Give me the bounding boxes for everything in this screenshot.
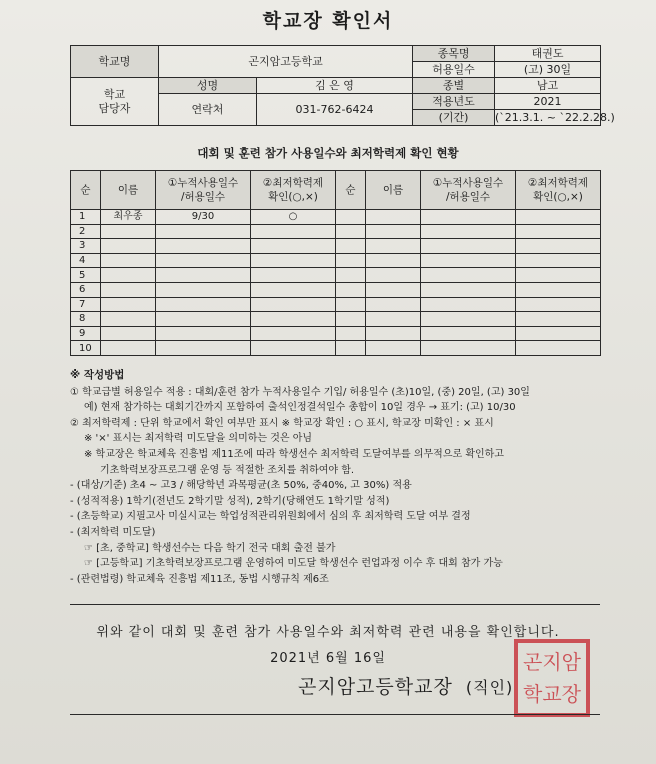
table-row (71, 239, 601, 254)
table-row (71, 253, 601, 268)
row-days (156, 282, 251, 297)
header-no: 순 (71, 171, 101, 210)
table-row (71, 282, 601, 297)
header-days-right (421, 171, 516, 210)
table-row (71, 312, 601, 327)
empty-cell (516, 224, 601, 239)
status-table-header-row (71, 171, 601, 210)
header-check-right (516, 171, 601, 210)
row-name: 최우종 (101, 210, 156, 225)
empty-cell (336, 268, 366, 283)
info-table (70, 45, 615, 126)
header-check-line1: ②최저학력제 (262, 177, 324, 189)
row-name (101, 268, 156, 283)
empty-cell (516, 297, 601, 312)
row-name (101, 297, 156, 312)
instruction-line: 기초학력보장프로그램 운영 등 적절한 조치를 취하여야 함. (100, 464, 355, 476)
empty-cell (516, 210, 601, 225)
empty-cell (516, 239, 601, 254)
empty-cell (336, 253, 366, 268)
row-check (251, 326, 336, 341)
empty-cell (366, 326, 421, 341)
row-name (101, 312, 156, 327)
staff-label (71, 78, 159, 126)
year-label: 적용년도 (413, 94, 495, 110)
table-row (71, 210, 601, 225)
empty-cell (336, 297, 366, 312)
empty-cell (516, 282, 601, 297)
row-name (101, 224, 156, 239)
staff-label-line1: 학교 (103, 87, 126, 101)
gender-label: 종별 (413, 78, 495, 94)
row-name (101, 239, 156, 254)
row-no: 1 (71, 210, 101, 225)
row-no: 7 (71, 297, 101, 312)
empty-cell (366, 297, 421, 312)
row-name (101, 253, 156, 268)
row-days (156, 268, 251, 283)
signer-name: 곤지암고등학교장 (298, 676, 453, 698)
table-row (71, 224, 601, 239)
header-name-right: 이름 (366, 171, 421, 210)
table-row (71, 297, 601, 312)
row-days (156, 326, 251, 341)
school-name: 곤지암고등학교 (159, 46, 413, 78)
instruction-line: - (최저학력 미도달) (70, 526, 156, 538)
empty-cell (421, 253, 516, 268)
row-check: ○ (251, 210, 336, 225)
empty-cell (366, 239, 421, 254)
period-label: (기간) (413, 110, 495, 126)
row-name (101, 326, 156, 341)
header-days-right-line1: ①누적사용일수 (432, 177, 504, 189)
empty-cell (366, 253, 421, 268)
header-check-right-line2: 확인(○,×) (533, 191, 583, 203)
empty-cell (366, 312, 421, 327)
row-check (251, 224, 336, 239)
row-no: 4 (71, 253, 101, 268)
header-check (251, 171, 336, 210)
empty-cell (336, 282, 366, 297)
instruction-line: ☞ [고등학교] 기초학력보장프로그램 운영하여 미도달 학생선수 런업과정 이수 후 대회 참가 가능 (84, 558, 503, 570)
empty-cell (516, 312, 601, 327)
section-divider (70, 604, 600, 605)
empty-cell (366, 210, 421, 225)
allowed-days-value: (고) 30일 (495, 62, 601, 78)
confirmation-text: 위와 같이 대회 및 훈련 참가 사용일수와 최저학력 관련 내용을 확인합니다. (96, 625, 560, 640)
instruction-line: - (초등학교) 지필고사 미실시교는 학업성적관리위원회에서 심의 후 최저학력 도달 여부 결정 (70, 511, 471, 523)
header-days-line2: /허용일수 (180, 191, 226, 203)
empty-cell (421, 239, 516, 254)
instruction-line: - (성적적용) 1학기(전년도 2학기말 성적), 2학기(당해연도 1학기말 성적) (70, 495, 390, 507)
instruction-line: - (대상/기준) 초4 ~ 고3 / 해당학년 과목평균(초 50%, 중40%, 고 30%) 적용 (70, 480, 412, 492)
empty-cell (421, 326, 516, 341)
row-check (251, 268, 336, 283)
sport-value: 태권도 (495, 46, 601, 62)
stamp-text-top: 곤지암 (523, 650, 581, 674)
row-check (251, 253, 336, 268)
name-value: 김 은 영 (257, 78, 413, 94)
row-check (251, 341, 336, 356)
row-days (156, 341, 251, 356)
instruction-line: - (관련법령) 학교체육 진흥법 제11조, 동법 시행규칙 제6조 (70, 573, 329, 585)
table-row (71, 326, 601, 341)
empty-cell (421, 268, 516, 283)
header-days-right-line2: /허용일수 (445, 191, 491, 203)
contact-label: 연락처 (159, 94, 257, 126)
stamp-text-bottom: 학교장 (523, 682, 581, 706)
row-no: 3 (71, 239, 101, 254)
row-check (251, 312, 336, 327)
empty-cell (421, 224, 516, 239)
staff-label-line2: 담당자 (98, 101, 131, 115)
empty-cell (516, 326, 601, 341)
official-seal-stamp (512, 638, 592, 720)
period-value: (`21.3.1. ~ `22.2.28.) (495, 111, 615, 124)
seal-label: (직인) (465, 678, 514, 697)
empty-cell (366, 268, 421, 283)
header-days-line1: ①누적사용일수 (167, 177, 239, 189)
row-days (156, 312, 251, 327)
instructions (70, 368, 610, 587)
row-no: 9 (71, 326, 101, 341)
row-days (156, 239, 251, 254)
name-label: 성명 (159, 78, 257, 94)
allowed-days-label: 허용일수 (413, 62, 495, 78)
empty-cell (336, 224, 366, 239)
empty-cell (421, 341, 516, 356)
header-check-right-line1: ②최저학력제 (527, 177, 589, 189)
row-no: 2 (71, 224, 101, 239)
row-days (156, 297, 251, 312)
instruction-line: 예) 현재 참가하는 대회기간까지 포함하여 출석인정결석일수 총합이 10일 경우 → 표기: (고) 10/30 (84, 402, 516, 414)
empty-cell (336, 210, 366, 225)
header-check-line2: 확인(○,×) (268, 191, 318, 203)
empty-cell (516, 341, 601, 356)
row-check (251, 297, 336, 312)
table-row (71, 268, 601, 283)
empty-cell (366, 282, 421, 297)
row-name (101, 282, 156, 297)
issue-date: 2021년 6월 16일 (270, 651, 386, 666)
empty-cell (336, 312, 366, 327)
row-check (251, 282, 336, 297)
instruction-line: ※ '×' 표시는 최저학력 미도달을 의미하는 것은 아님 (84, 433, 313, 445)
status-table (70, 170, 601, 356)
row-no: 6 (71, 282, 101, 297)
contact-value: 031-762-6424 (257, 94, 413, 126)
table-row (71, 341, 601, 356)
empty-cell (421, 297, 516, 312)
row-days: 9/30 (156, 210, 251, 225)
document-title: 학교장 확인서 (262, 10, 394, 32)
sport-label: 종목명 (413, 46, 495, 62)
bottom-rule (70, 714, 600, 715)
empty-cell (336, 239, 366, 254)
empty-cell (421, 312, 516, 327)
empty-cell (516, 253, 601, 268)
empty-cell (421, 210, 516, 225)
empty-cell (516, 268, 601, 283)
header-name: 이름 (101, 171, 156, 210)
empty-cell (336, 341, 366, 356)
row-days (156, 253, 251, 268)
row-no: 5 (71, 268, 101, 283)
empty-cell (366, 341, 421, 356)
principal-signature (298, 672, 513, 699)
empty-cell (366, 224, 421, 239)
header-days (156, 171, 251, 210)
instruction-line: ② 최저학력제 : 단위 학교에서 확인 여부만 표시 ※ 학교장 확인 : ○ 표시, 학교장 미확인 : × 표시 (70, 417, 494, 429)
instructions-heading: ※ 작성방법 (70, 369, 125, 381)
school-label: 학교명 (71, 46, 159, 78)
row-check (251, 239, 336, 254)
row-name (101, 341, 156, 356)
status-subtitle: 대회 및 훈련 참가 사용일수와 최저학력제 확인 현황 (197, 146, 459, 160)
empty-cell (421, 282, 516, 297)
empty-cell (336, 326, 366, 341)
gender-value: 남고 (495, 78, 601, 94)
row-no: 10 (71, 341, 101, 356)
row-days (156, 224, 251, 239)
instruction-line: ※ 학교장은 학교체육 진흥법 제11조에 따라 학생선수 최저학력 도달여부를 의무적으로 확인하고 (84, 448, 504, 460)
year-value: 2021 (495, 94, 601, 110)
instruction-line: ☞ [초, 중학교] 학생선수는 다음 학기 전국 대회 출전 불가 (84, 542, 336, 554)
instruction-line: ① 학교급별 허용일수 적용 : 대회/훈련 참가 누적사용일수 기입/ 허용일수 (초)10일, (중) 20일, (고) 30일 (70, 386, 530, 398)
header-no-right: 순 (336, 171, 366, 210)
row-no: 8 (71, 312, 101, 327)
